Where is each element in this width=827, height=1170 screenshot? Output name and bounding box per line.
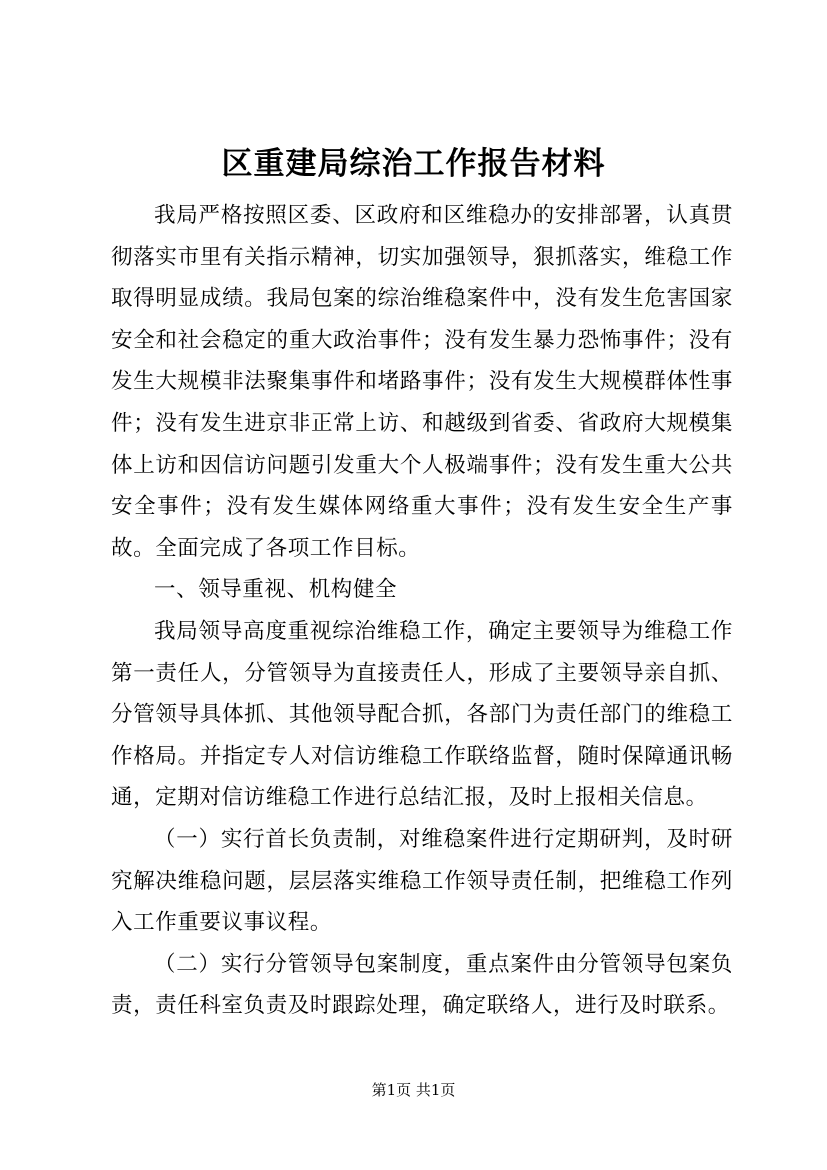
document-body (111, 195, 733, 1027)
document-title: 区重建局综治工作报告材料 (221, 146, 606, 182)
paragraph-item-1: （一）实行首长负责制，对维稳案件进行定期研判，及时研究解决维稳问题，层层落实维稳工作领导责任制，把维稳工作列入工作重要议事议程。 (111, 826, 733, 936)
paragraph-leadership: 我局领导高度重视综治维稳工作，确定主要领导为维稳工作第一责任人，分管领导为直接责任人，形成了主要领导亲自抓、分管领导具体抓、其他领导配合抓，各部门为责任部门的维稳工作格局。并指定专人对信访维稳工作联络监督，随时保障通讯畅通，定期对信访维稳工作进行总结汇报，及时上报相关信息。 (111, 618, 733, 811)
paragraph-item-2: （二）实行分管领导包案制度，重点案件由分管领导包案负责，责任科室负责及时跟踪处理，确定联络人，进行及时联系。 (111, 951, 733, 1019)
section-heading-1: 一、领导重视、机构健全 (154, 577, 398, 603)
page-footer: 第1页 共1页 (371, 1081, 456, 1099)
paragraph-intro: 我局严格按照区委、区政府和区维稳办的安排部署，认真贯彻落实市里有关指示精神，切实加强领导，狠抓落实，维稳工作取得明显成绩。我局包案的综治维稳案件中，没有发生危害国家安全和社会稳定的重大政治事件；没有发生暴力恐怖事件；没有发生大规模非法聚集事件和堵路事件；没有发生大规模群体性事件；没有发生进京非正常上访、和越级到省委、省政府大规模集体上访和因信访问题引发重大个人极端事件；没有发生重大公共安全事件；没有发生媒体网络重大事件；没有发生安全生产事故。全面完成了各项工作目标。 (111, 203, 733, 561)
